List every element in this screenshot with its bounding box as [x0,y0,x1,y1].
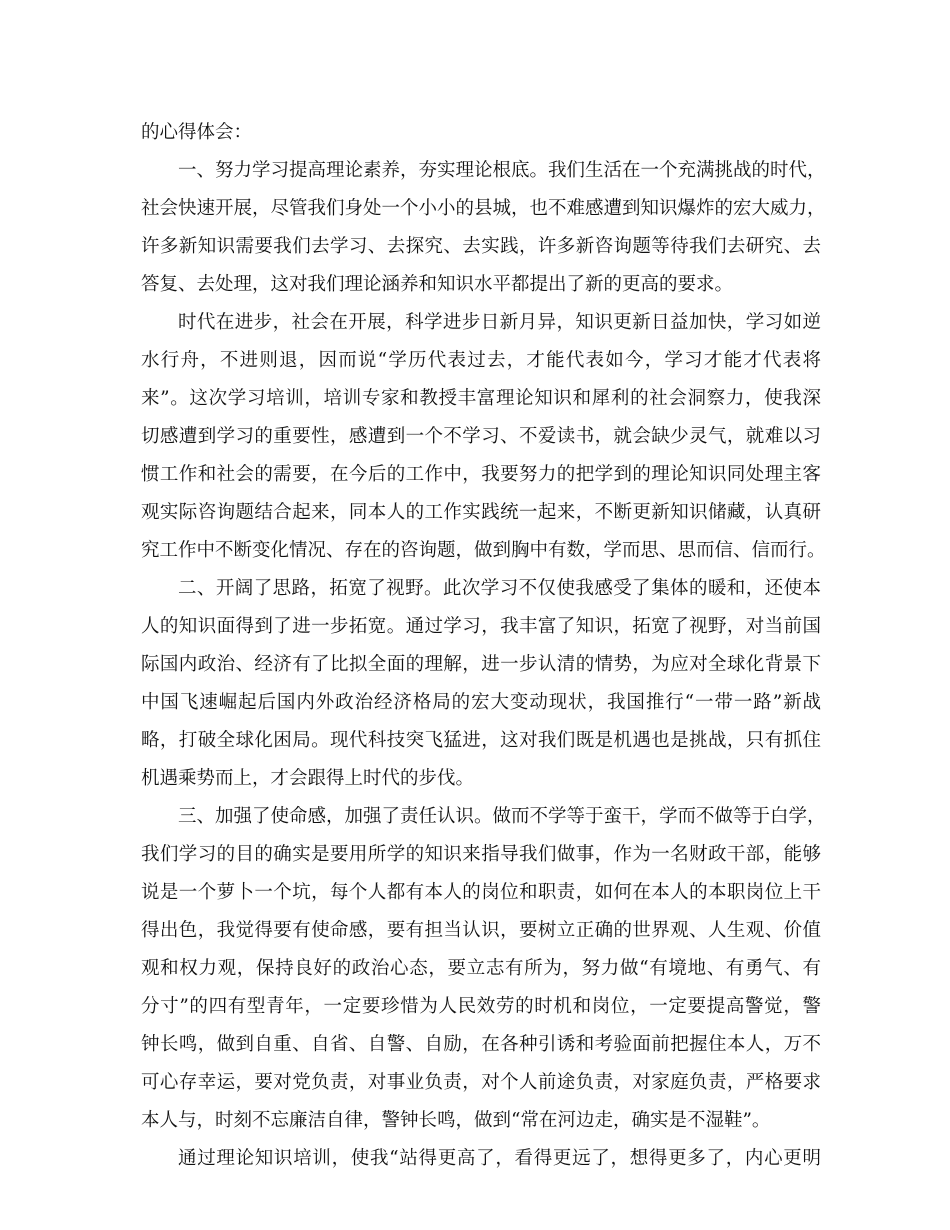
text-line: 观实际咨询题结合起来，同本人的工作实践统一起来，不断更新知识储藏，认真研 [141,502,821,523]
text-line: 惯工作和社会的需要，在今后的工作中，我要努力的把学到的理论知识同处理主客 [141,464,821,485]
text-line: 人的知识面得到了进一步拓宽。通过学习，我丰富了知识，拓宽了视野，对当前国 [141,616,821,637]
text-line: 时代在进步，社会在开展，科学进步日新月异，知识更新日益加快，学习如逆 [178,312,821,333]
text-line: 二、开阔了思路，拓宽了视野。此次学习不仅使我感受了集体的暖和，还使本 [178,578,821,599]
text-line: 三、加强了使命感，加强了责任认识。做而不学等于蛮干，学而不做等于白学， [178,806,826,827]
text-line: 来”。这次学习培训，培训专家和教授丰富理论知识和犀利的社会洞察力，使我深 [141,388,821,409]
text-line: 本人与，时刻不忘廉洁自律，警钟长鸣，做到“常在河边走，确实是不湿鞋”。 [141,1110,771,1131]
text-line: 中国飞速崛起后国内外政治经济格局的宏大变动现状，我国推行“一带一路”新战 [141,692,821,713]
text-line: 切感遭到学习的重要性，感遭到一个不学习、不爱读书，就会缺少灵气，就难以习 [141,426,821,447]
text-line: 水行舟，不进则退，因而说“学历代表过去，才能代表如今，学习才能才代表将 [141,350,821,371]
text-line: 通过理论知识培训，使我“站得更高了，看得更远了，想得更多了，内心更明 [178,1148,821,1169]
text-line: 我们学习的目的确实是要用所学的知识来指导我们做事，作为一名财政干部，能够 [141,844,821,865]
text-line: 答复、去处理，这对我们理论涵养和知识水平都提出了新的更高的要求。 [141,274,734,295]
text-line: 许多新知识需要我们去学习、去探究、去实践，许多新咨询题等待我们去研究、去 [141,236,821,257]
text-line: 际国内政治、经济有了比拟全面的理解，进一步认清的情势，为应对全球化背景下 [141,654,821,675]
text-line: 社会快速开展，尽管我们身处一个小小的县城，也不难感遭到知识爆炸的宏大威力， [141,198,826,219]
text-line: 究工作中不断变化情况、存在的咨询题，做到胸中有数，学而思、思而信、信而行。 [141,540,826,561]
text-line: 一、努力学习提高理论素养，夯实理论根底。我们生活在一个充满挑战的时代， [178,160,826,181]
text-line: 略，打破全球化困局。现代科技突飞猛进，这对我们既是机遇也是挑战，只有抓住 [141,730,821,751]
text-line: 得出色，我觉得要有使命感，要有担当认识，要树立正确的世界观、人生观、价值 [141,920,821,941]
body-text [141,114,826,1178]
text-line: 钟长鸣，做到自重、自省、自警、自励，在各种引诱和考验面前把握住本人，万不 [141,1034,821,1055]
text-line: 分寸”的四有型青年，一定要珍惜为人民效劳的时机和岗位，一定要提高警觉，警 [141,996,821,1017]
text-line: 说是一个萝卜一个坑，每个人都有本人的岗位和职责，如何在本人的本职岗位上干 [141,882,821,903]
text-line: 观和权力观，保持良好的政治心态，要立志有所为，努力做“有境地、有勇气、有 [141,958,821,979]
text-line: 的心得体会： [141,122,253,143]
text-line: 机遇乘势而上，才会跟得上时代的步伐。 [141,768,475,789]
text-line: 可心存幸运，要对党负责，对事业负责，对个人前途负责，对家庭负责，严格要求 [141,1072,821,1093]
